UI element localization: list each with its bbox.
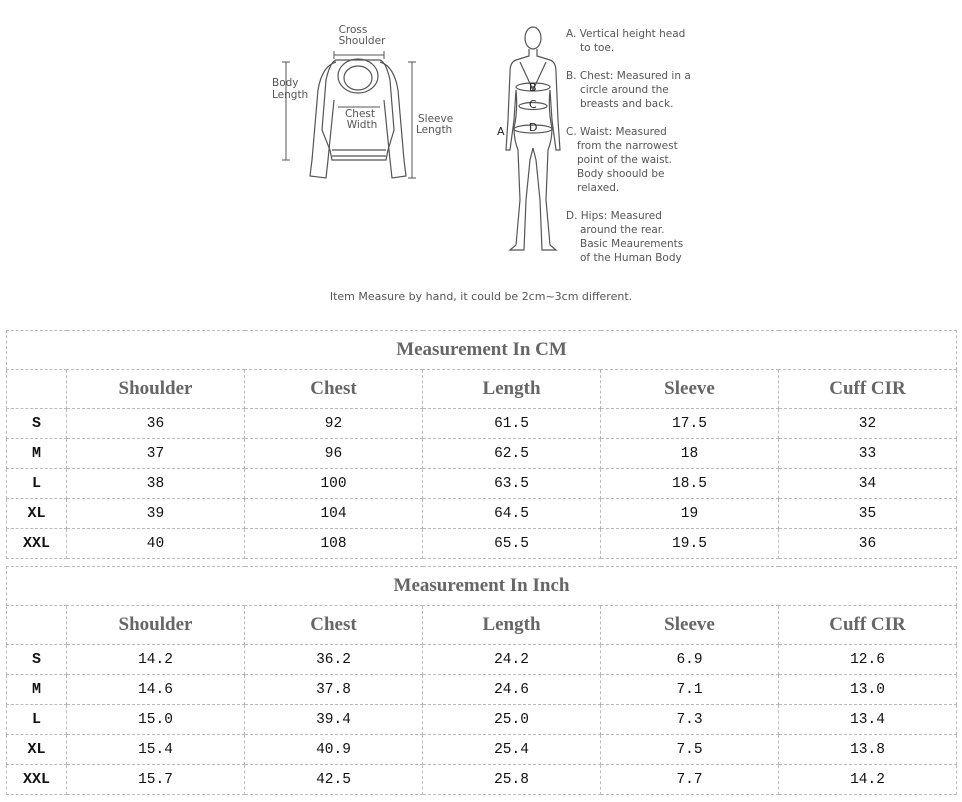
size-cell: L [7,469,67,499]
table-cell: 92 [245,409,423,439]
legend-item-b: B. Chest: Measured in a circle around the breasts and back. [566,70,691,110]
column-header: Cuff CIR [779,370,957,409]
cm-size-table [6,330,957,559]
table-cell: 42.5 [245,765,423,795]
column-header: Sleeve [601,606,779,645]
table-cell: 32 [779,409,957,439]
chest-width-label: Chest [344,108,376,120]
body-length-label: Length [272,89,309,101]
body-measure-legend [566,27,706,279]
table-cell: 13.4 [779,705,957,735]
measurement-diagram [0,0,962,320]
marker-b: B [529,81,537,94]
marker-d: D [529,121,538,134]
table-row [7,439,957,469]
table-cell: 24.2 [423,645,601,675]
table-cell: 64.5 [423,499,601,529]
marker-a: A [497,125,505,138]
table-cell: 14.2 [779,765,957,795]
table-cell: 12.6 [779,645,957,675]
table-cell: 65.5 [423,529,601,559]
table-cell: 36 [67,409,245,439]
column-header: Length [423,606,601,645]
table-row [7,645,957,675]
table-cell: 37 [67,439,245,469]
table-cell: 24.6 [423,675,601,705]
table-cell: 36.2 [245,645,423,675]
cross-shoulder-label: Cross [338,24,368,36]
table-cell: 63.5 [423,469,601,499]
table-cell: 18 [601,439,779,469]
cross-shoulder-label: Shoulder [338,35,386,47]
size-cell: XXL [7,765,67,795]
table-cell: 7.3 [601,705,779,735]
inch-header-row [7,606,957,645]
legend-item-c: C. Waist: Measured from the narrowest point of the waist. Body shoould be relaxed. [566,126,678,194]
table-cell: 13.0 [779,675,957,705]
column-header: Chest [245,606,423,645]
table-cell: 15.0 [67,705,245,735]
measure-note: Item Measure by hand, it could be 2cm~3cm different. [329,290,633,303]
table-cell: 7.7 [601,765,779,795]
table-cell: 61.5 [423,409,601,439]
size-cell: S [7,409,67,439]
size-cell: XL [7,499,67,529]
size-cell: S [7,645,67,675]
inch-size-table [6,566,957,795]
table-cell: 18.5 [601,469,779,499]
table-cell: 14.6 [67,675,245,705]
table-cell: 6.9 [601,645,779,675]
size-cell: M [7,675,67,705]
sleeve-length-label: Sleeve [418,113,454,125]
column-header [7,370,67,409]
table-cell: 25.0 [423,705,601,735]
legend-item-d: D. Hips: Measured around the rear. Basic Meaurements of the Human Body [566,210,684,264]
table-cell: 25.4 [423,735,601,765]
table-row [7,765,957,795]
table-cell: 13.8 [779,735,957,765]
table-cell: 35 [779,499,957,529]
column-header: Chest [245,370,423,409]
column-header: Shoulder [67,606,245,645]
table-cell: 100 [245,469,423,499]
table-cell: 25.8 [423,765,601,795]
table-cell: 14.2 [67,645,245,675]
table-row [7,499,957,529]
table-row [7,675,957,705]
body-length-label: Body [272,77,299,89]
table-cell: 39 [67,499,245,529]
size-cell: XXL [7,529,67,559]
column-header [7,606,67,645]
size-cell: M [7,439,67,469]
table-cell: 37.8 [245,675,423,705]
cm-header-row [7,370,957,409]
table-row [7,409,957,439]
inch-table-title: Measurement In Inch [7,567,957,606]
table-cell: 108 [245,529,423,559]
table-cell: 36 [779,529,957,559]
chest-width-label: Width [346,119,378,131]
size-cell: L [7,705,67,735]
column-header: Shoulder [67,370,245,409]
table-cell: 17.5 [601,409,779,439]
table-row [7,469,957,499]
table-cell: 104 [245,499,423,529]
cm-table-title: Measurement In CM [7,331,957,370]
column-header: Length [423,370,601,409]
body-figure [506,27,560,250]
sleeve-length-label: Length [416,124,453,136]
table-cell: 34 [779,469,957,499]
table-cell: 7.5 [601,735,779,765]
table-cell: 39.4 [245,705,423,735]
legend-item-a: A. Vertical height head to toe. [566,28,686,54]
table-cell: 62.5 [423,439,601,469]
table-cell: 19.5 [601,529,779,559]
table-cell: 7.1 [601,675,779,705]
table-cell: 15.4 [67,735,245,765]
table-row [7,705,957,735]
column-header: Sleeve [601,370,779,409]
table-cell: 33 [779,439,957,469]
table-cell: 15.7 [67,765,245,795]
table-cell: 40 [67,529,245,559]
table-cell: 19 [601,499,779,529]
marker-c: C [529,98,537,111]
table-row [7,529,957,559]
column-header: Cuff CIR [779,606,957,645]
table-row [7,735,957,765]
size-cell: XL [7,735,67,765]
table-cell: 38 [67,469,245,499]
table-cell: 96 [245,439,423,469]
table-cell: 40.9 [245,735,423,765]
